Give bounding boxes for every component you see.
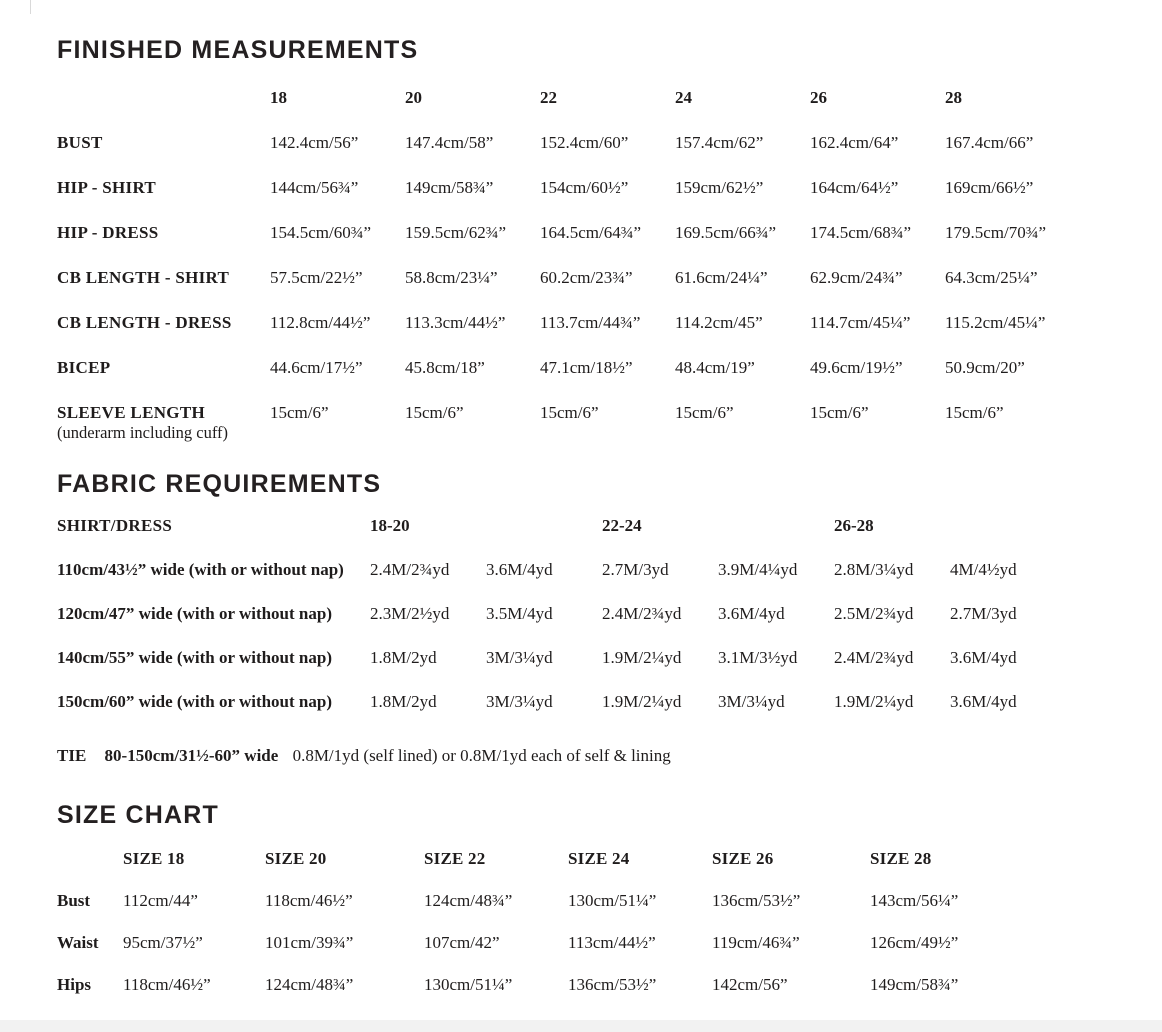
- yardage-value: 3.1M/3½yd: [718, 647, 798, 667]
- yardage-value: 1.9M/2¼yd: [602, 691, 682, 711]
- body-measurement-value: 101cm/39¾”: [265, 932, 354, 952]
- page-edge-mark: [30, 0, 31, 14]
- body-measurement-value: 119cm/46¾”: [712, 932, 800, 952]
- measurement-value: 112.8cm/44½”: [270, 313, 371, 332]
- body-measurement-value: 142cm/56”: [712, 974, 788, 994]
- fabric-width-label: 140cm/55” wide (with or without nap): [57, 647, 332, 667]
- body-measurement-value: 124cm/48¾”: [424, 890, 513, 910]
- body-measurement-value: 130cm/51¼”: [424, 974, 513, 994]
- finished-measurements-section: [57, 0, 1122, 444]
- size-group-header: 18-20: [370, 515, 410, 535]
- body-measurement-value: 107cm/42”: [424, 932, 500, 952]
- measurement-value: 147.4cm/58”: [405, 133, 494, 152]
- measurement-row-label: BICEP: [57, 358, 111, 377]
- measurement-value: 48.4cm/19”: [675, 358, 755, 377]
- measurement-row-label: SLEEVE LENGTH (underarm including cuff): [57, 398, 270, 444]
- fabric-width-label: 110cm/43½” wide (with or without nap): [57, 559, 344, 579]
- measurement-value: 114.2cm/45”: [675, 313, 763, 332]
- measurement-value: 45.8cm/18”: [405, 358, 485, 377]
- size-column-header: 18: [270, 88, 287, 107]
- yardage-value: 3.9M/4¼yd: [718, 559, 798, 579]
- garment-type-label: SHIRT/DRESS: [57, 515, 173, 535]
- measurement-row-label: BUST: [57, 133, 103, 152]
- yardage-value: 2.7M/3yd: [950, 603, 1017, 623]
- body-measurement-value: 136cm/53½”: [568, 974, 657, 994]
- measurement-value: 15cm/6”: [810, 403, 869, 422]
- yardage-value: 1.9M/2¼yd: [834, 691, 914, 711]
- measurement-value: 144cm/56¾”: [270, 178, 359, 197]
- body-measurement-value: 136cm/53½”: [712, 890, 801, 910]
- tie-requirement-line: [57, 745, 1122, 767]
- yardage-value: 3.6M/4yd: [950, 691, 1017, 711]
- measurement-value: 47.1cm/18½”: [540, 358, 633, 377]
- size-group-header: 22-24: [602, 515, 642, 535]
- measurement-value: 15cm/6”: [270, 403, 329, 422]
- measurement-value: 60.2cm/23¾”: [540, 268, 633, 287]
- size-column-header: SIZE 26: [712, 848, 774, 868]
- measurement-value: 61.6cm/24¼”: [675, 268, 768, 287]
- measurement-row-label: HIP - SHIRT: [57, 178, 157, 197]
- body-measurement-value: 112cm/44”: [123, 890, 198, 910]
- measurement-value: 58.8cm/23¼”: [405, 268, 498, 287]
- measurement-value: 62.9cm/24¾”: [810, 268, 903, 287]
- measurement-value: 154.5cm/60¾”: [270, 223, 372, 242]
- size-column-header: SIZE 20: [265, 848, 327, 868]
- yardage-value: 2.5M/2¾yd: [834, 603, 914, 623]
- size-column-header: SIZE 24: [568, 848, 630, 868]
- measurement-value: 142.4cm/56”: [270, 133, 359, 152]
- body-measurement-value: 124cm/48¾”: [265, 974, 354, 994]
- body-measurement-value: 118cm/46½”: [123, 974, 211, 994]
- measurement-row-label: CB LENGTH - DRESS: [57, 313, 232, 332]
- page-bottom-strip: [0, 1020, 1162, 1032]
- table-corner-cell: [57, 844, 123, 848]
- measurement-value: 162.4cm/64”: [810, 133, 899, 152]
- body-measurement-value: 118cm/46½”: [265, 890, 353, 910]
- yardage-value: 1.9M/2¼yd: [602, 647, 682, 667]
- body-measurement-label: Hips: [57, 974, 92, 994]
- measurement-value: 114.7cm/45¼”: [810, 313, 911, 332]
- yardage-value: 3M/3¼yd: [486, 691, 553, 711]
- measurement-value: 164.5cm/64¾”: [540, 223, 642, 242]
- size-chart-title: SIZE CHART: [57, 800, 219, 829]
- size-column-header: 24: [675, 88, 692, 107]
- body-measurement-value: 149cm/58¾”: [870, 974, 959, 994]
- size-column-header: 26: [810, 88, 827, 107]
- tie-requirement-text: 0.8M/1yd (self lined) or 0.8M/1yd each of self & lining: [292, 745, 671, 765]
- yardage-value: 4M/4½yd: [950, 559, 1017, 579]
- yardage-value: 2.4M/2¾yd: [370, 559, 450, 579]
- finished-measurements-table: [57, 83, 1122, 444]
- tie-label: TIE: [57, 745, 87, 765]
- body-measurement-value: 95cm/37½”: [123, 932, 203, 952]
- measurement-row-sublabel: (underarm including cuff): [57, 423, 229, 443]
- measurement-value: 49.6cm/19½”: [810, 358, 903, 377]
- yardage-value: 3.6M/4yd: [486, 559, 553, 579]
- fabric-requirements-table: [57, 511, 1122, 731]
- yardage-value: 2.4M/2¾yd: [602, 603, 682, 623]
- measurement-value: 164cm/64½”: [810, 178, 899, 197]
- yardage-value: 2.7M/3yd: [602, 559, 669, 579]
- size-chart-table: [57, 844, 1122, 1012]
- yardage-value: 1.8M/2yd: [370, 647, 437, 667]
- yardage-value: 2.4M/2¾yd: [834, 647, 914, 667]
- measurement-value: 113.7cm/44¾”: [540, 313, 641, 332]
- fabric-width-label: 120cm/47” wide (with or without nap): [57, 603, 332, 623]
- measurement-value: 179.5cm/70¾”: [945, 223, 1047, 242]
- size-group-header: 26-28: [834, 515, 874, 535]
- measurement-value: 169.5cm/66¾”: [675, 223, 777, 242]
- body-measurement-value: 130cm/51¼”: [568, 890, 657, 910]
- measurement-value: 152.4cm/60”: [540, 133, 629, 152]
- body-measurement-label: Waist: [57, 932, 99, 952]
- measurement-value: 169cm/66½”: [945, 178, 1034, 197]
- measurement-value: 113.3cm/44½”: [405, 313, 506, 332]
- tie-width-label: 80-150cm/31½-60” wide: [104, 745, 279, 765]
- yardage-value: 3.6M/4yd: [950, 647, 1017, 667]
- size-column-header: SIZE 18: [123, 848, 185, 868]
- finished-measurements-title: FINISHED MEASUREMENTS: [57, 36, 419, 64]
- yardage-value: 2.3M/2½yd: [370, 603, 450, 623]
- measurement-value: 44.6cm/17½”: [270, 358, 363, 377]
- yardage-value: 3M/3¼yd: [718, 691, 785, 711]
- yardage-value: 3.6M/4yd: [718, 603, 785, 623]
- measurement-value: 154cm/60½”: [540, 178, 629, 197]
- size-chart-section: [57, 801, 1122, 1012]
- yardage-value: 2.8M/3¼yd: [834, 559, 914, 579]
- fabric-width-label: 150cm/60” wide (with or without nap): [57, 691, 332, 711]
- measurement-value: 15cm/6”: [405, 403, 464, 422]
- body-measurement-value: 113cm/44½”: [568, 932, 656, 952]
- measurement-value: 115.2cm/45¼”: [945, 313, 1046, 332]
- measurement-row-label: HIP - DRESS: [57, 223, 159, 242]
- yardage-value: 3.5M/4yd: [486, 603, 553, 623]
- body-measurement-value: 143cm/56¼”: [870, 890, 959, 910]
- measurement-value: 15cm/6”: [675, 403, 734, 422]
- measurement-value: 174.5cm/68¾”: [810, 223, 912, 242]
- table-corner-cell: [57, 83, 270, 87]
- measurement-value: 15cm/6”: [945, 403, 1004, 422]
- measurement-value: 157.4cm/62”: [675, 133, 764, 152]
- measurement-row-label: CB LENGTH - SHIRT: [57, 268, 230, 287]
- size-column-header: 22: [540, 88, 557, 107]
- measurement-value: 149cm/58¾”: [405, 178, 494, 197]
- size-column-header: SIZE 22: [424, 848, 486, 868]
- measurement-value: 159cm/62½”: [675, 178, 764, 197]
- measurement-value: 64.3cm/25¼”: [945, 268, 1038, 287]
- size-column-header: SIZE 28: [870, 848, 932, 868]
- fabric-requirements-section: [57, 470, 1122, 767]
- measurement-value: 167.4cm/66”: [945, 133, 1034, 152]
- measurement-value: 159.5cm/62¾”: [405, 223, 507, 242]
- yardage-value: 3M/3¼yd: [486, 647, 553, 667]
- size-column-header: 20: [405, 88, 422, 107]
- fabric-requirements-title: FABRIC REQUIREMENTS: [57, 469, 382, 498]
- measurement-value: 50.9cm/20”: [945, 358, 1025, 377]
- measurement-value: 57.5cm/22½”: [270, 268, 363, 287]
- body-measurement-value: 126cm/49½”: [870, 932, 959, 952]
- size-column-header: 28: [945, 88, 962, 107]
- yardage-value: 1.8M/2yd: [370, 691, 437, 711]
- measurement-value: 15cm/6”: [540, 403, 599, 422]
- body-measurement-label: Bust: [57, 890, 91, 910]
